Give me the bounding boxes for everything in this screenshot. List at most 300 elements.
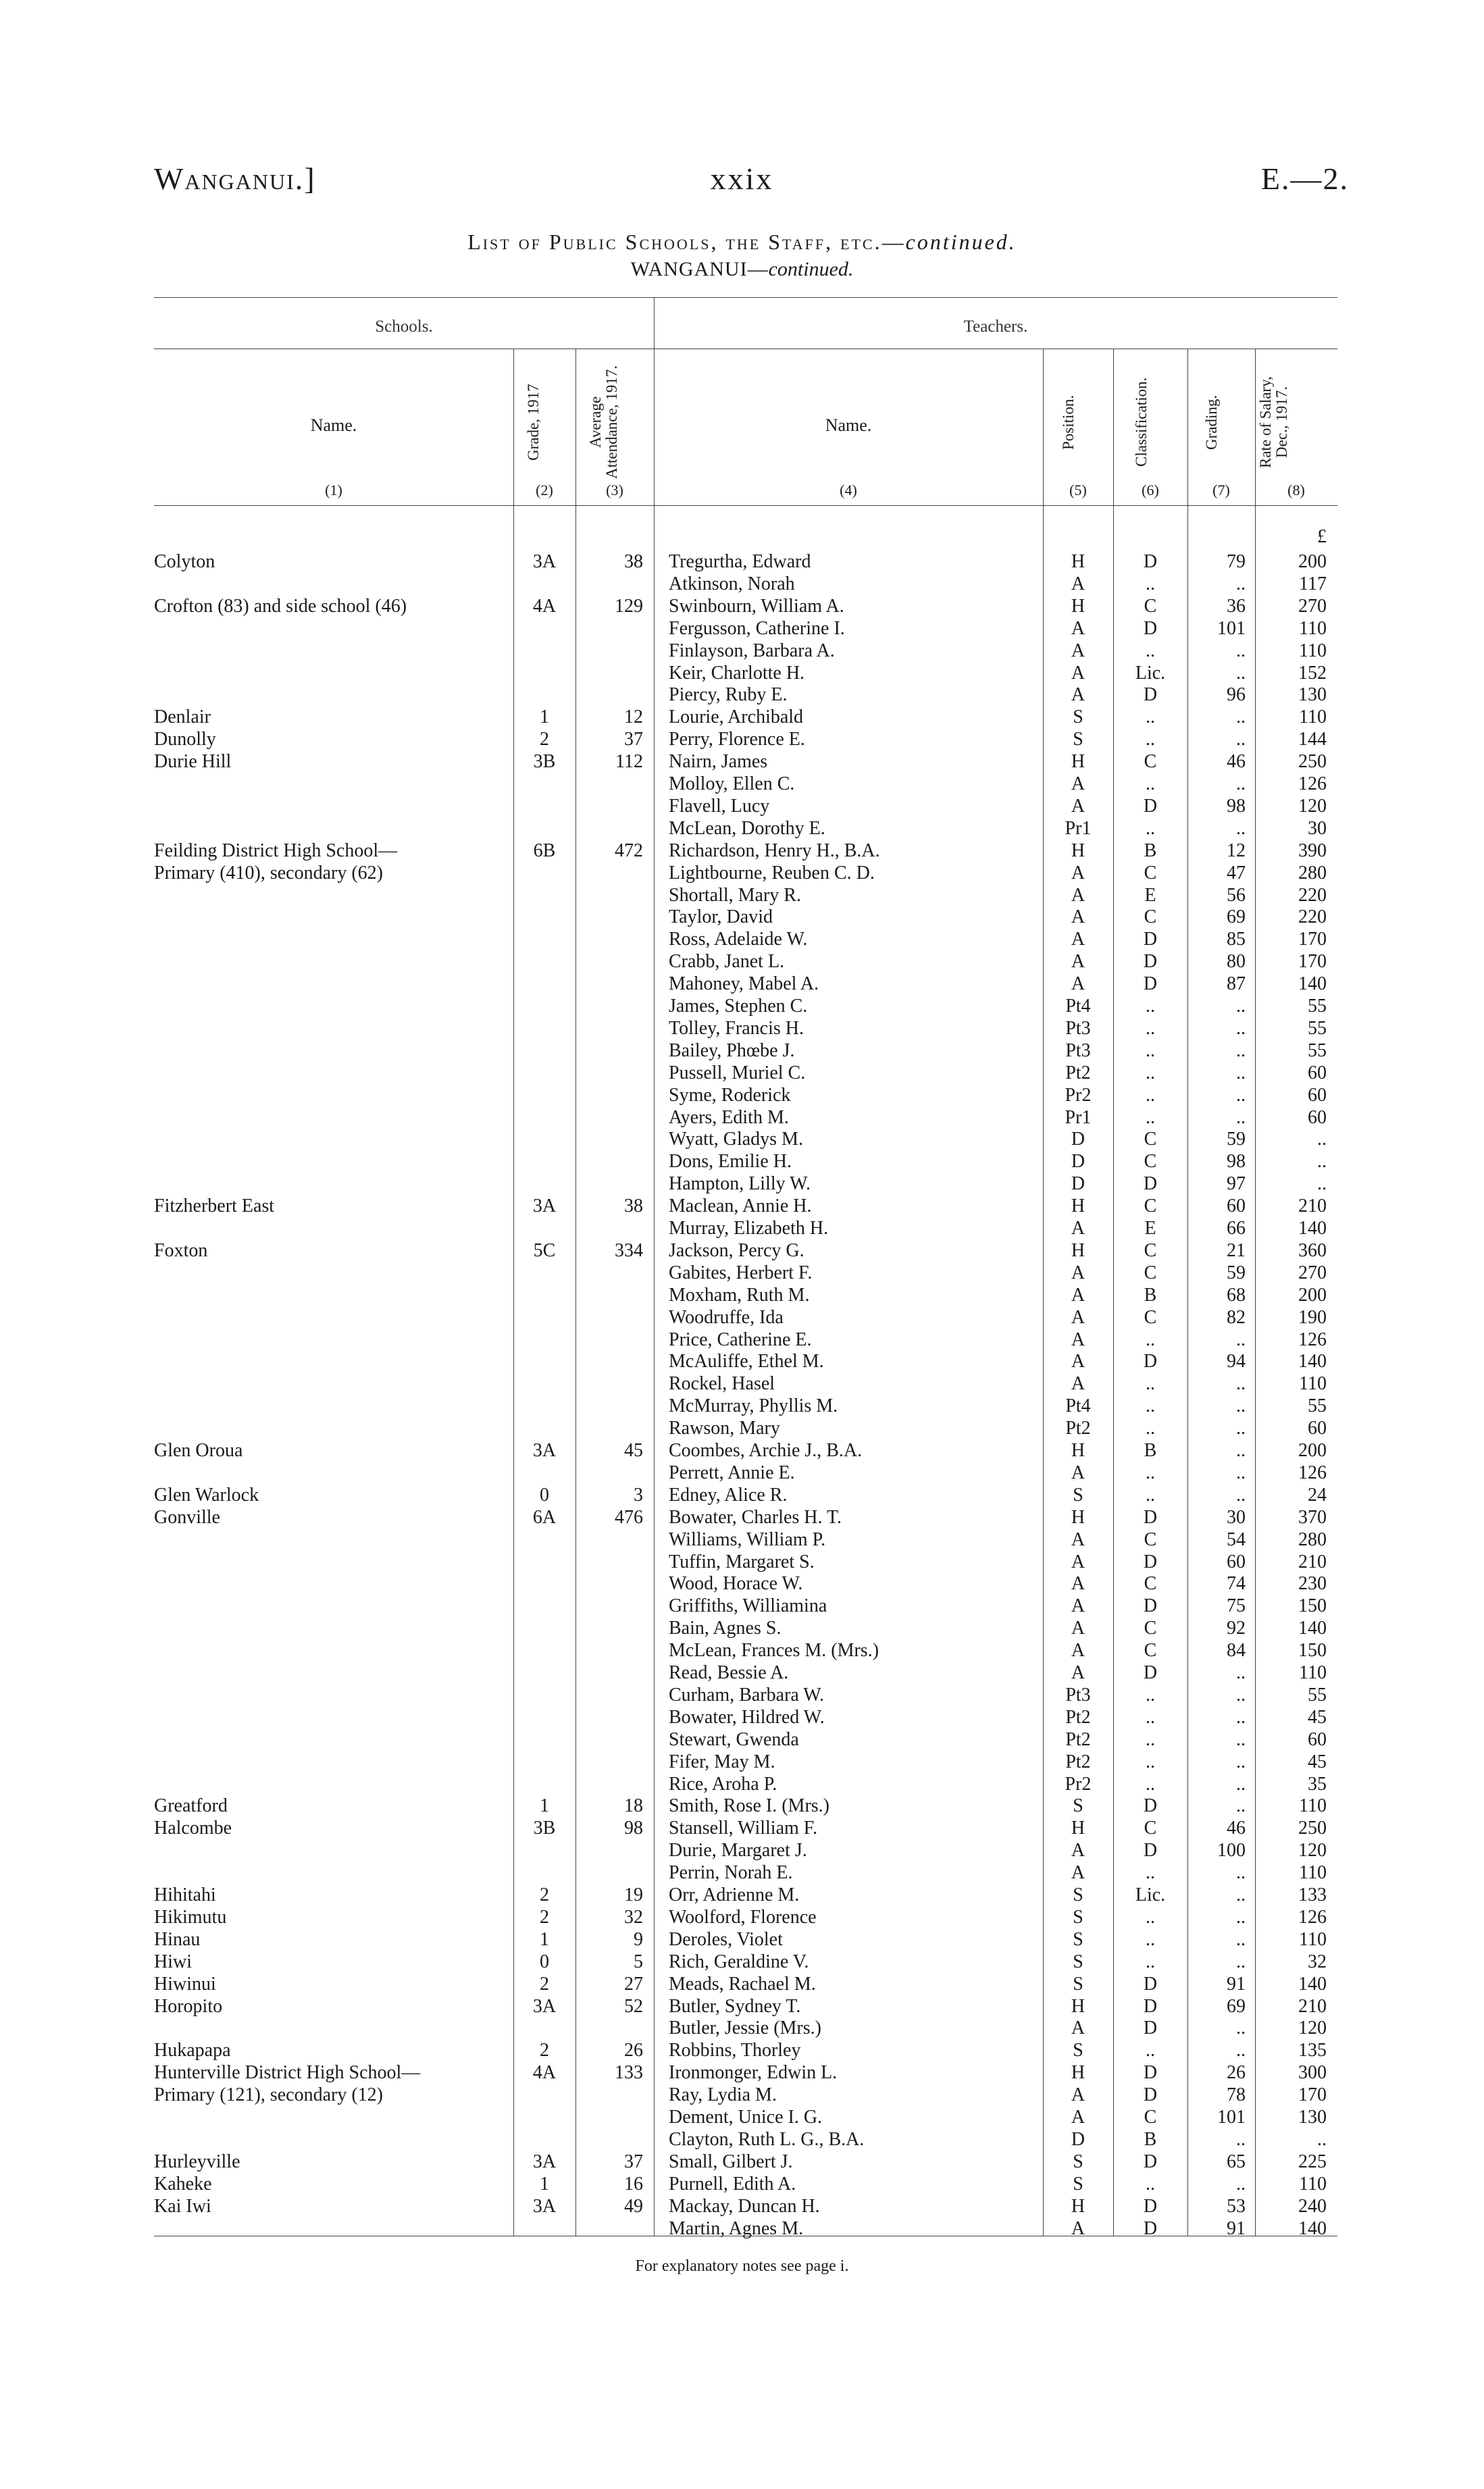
school-name: Halcombe	[154, 1818, 232, 1839]
school-name-heading: Name.	[310, 415, 357, 435]
teacher-grading: ..	[1236, 1395, 1246, 1417]
teacher-salary: 210	[1298, 1196, 1327, 1217]
teacher-name: Tregurtha, Edward	[669, 551, 811, 572]
teacher-name: McLean, Dorothy E.	[669, 817, 825, 839]
teacher-classification: D	[1143, 929, 1158, 950]
school-name: Hiwinui	[154, 1973, 216, 1995]
teacher-salary: 170	[1298, 951, 1327, 973]
teacher-name: Rockel, Hasel	[669, 1373, 775, 1395]
school-attendance: 12	[624, 707, 643, 728]
school-grade: 3A	[532, 2195, 557, 2217]
school-attendance: 38	[624, 551, 643, 572]
teacher-classification: D	[1143, 795, 1158, 817]
school-attendance: 49	[624, 2195, 643, 2217]
grade-heading: Grade, 1917	[525, 384, 542, 461]
teacher-salary: 200	[1298, 1440, 1327, 1461]
teacher-position: S	[1073, 2040, 1083, 2061]
teacher-grading: 80	[1227, 951, 1246, 973]
teacher-position: A	[1071, 1218, 1085, 1239]
teacher-name: James, Stephen C.	[669, 996, 808, 1017]
teacher-position: A	[1071, 1573, 1085, 1595]
teacher-name: Ray, Lydia M.	[669, 2084, 777, 2106]
school-name: Feilding District High School—	[154, 840, 398, 861]
teacher-classification: ..	[1146, 1084, 1155, 1106]
table-top-rule	[154, 297, 1337, 298]
teacher-salary: 24	[1308, 1484, 1327, 1506]
teacher-classification: B	[1144, 2128, 1157, 2150]
teacher-grading: 21	[1227, 1239, 1246, 1261]
school-name: Durie Hill	[154, 751, 232, 773]
school-grade: 0	[540, 1951, 549, 1972]
teacher-name: Butler, Jessie (Mrs.)	[669, 2018, 821, 2039]
teacher-grading: 12	[1227, 840, 1246, 861]
teacher-salary: 55	[1308, 1040, 1327, 1061]
teacher-name: Piercy, Ruby E.	[669, 684, 788, 706]
teacher-position: S	[1073, 1795, 1083, 1817]
teacher-name: Gabites, Herbert F.	[669, 1262, 813, 1283]
teacher-position: A	[1071, 2018, 1085, 2039]
teacher-name: Atkinson, Norah	[669, 573, 795, 594]
grading-heading: Grading.	[1203, 394, 1220, 450]
teacher-name: McAuliffe, Ethel M.	[669, 1351, 824, 1372]
teacher-grading: ..	[1236, 1017, 1246, 1039]
teacher-salary: 220	[1298, 884, 1327, 906]
page-subtitle: WANGANUI—continued.	[630, 258, 854, 280]
teacher-grading: ..	[1236, 1418, 1246, 1439]
teacher-grading: ..	[1236, 1706, 1246, 1728]
teacher-position: S	[1073, 1973, 1083, 1995]
teacher-grading: 59	[1227, 1129, 1246, 1150]
teacher-position: H	[1071, 1506, 1085, 1528]
teacher-name: Keir, Charlotte H.	[669, 662, 805, 684]
teacher-position: D	[1071, 1129, 1085, 1150]
teacher-grading: 100	[1217, 1840, 1246, 1862]
teacher-salary: 390	[1298, 840, 1327, 861]
teacher-position: H	[1071, 1196, 1085, 1217]
teacher-salary: 300	[1298, 2062, 1327, 2084]
teacher-salary: 190	[1298, 1306, 1327, 1328]
teacher-salary: ..	[1317, 2128, 1327, 2150]
school-attendance: 9	[634, 1928, 643, 1950]
teacher-classification: ..	[1146, 773, 1155, 794]
teacher-salary: 55	[1308, 1017, 1327, 1039]
school-name: Colyton	[154, 551, 215, 572]
teacher-grading: 87	[1227, 973, 1246, 995]
header-bottom-rule	[154, 505, 1337, 506]
teacher-grading: 75	[1227, 1595, 1246, 1617]
attendance-heading: Average Attendance, 1917.	[587, 365, 620, 479]
teacher-salary: 32	[1308, 1951, 1327, 1972]
teacher-position: A	[1071, 1351, 1085, 1372]
teacher-name: Lourie, Archibald	[669, 707, 804, 728]
teacher-classification: ..	[1146, 1017, 1155, 1039]
teacher-salary: 55	[1308, 1684, 1327, 1705]
teacher-name: Fifer, May M.	[669, 1751, 775, 1772]
teacher-salary: 240	[1298, 2195, 1327, 2217]
teacher-salary: 120	[1298, 1840, 1327, 1862]
teacher-position: H	[1071, 595, 1085, 617]
school-name: Hunterville District High School—	[154, 2062, 421, 2084]
teacher-salary: 140	[1298, 1973, 1327, 1995]
teacher-classification: C	[1144, 1640, 1157, 1662]
teacher-classification: D	[1143, 1595, 1158, 1617]
teacher-name: Coombes, Archie J., B.A.	[669, 1440, 863, 1461]
col-num-8: (8)	[1287, 482, 1305, 498]
teacher-grading: 78	[1227, 2084, 1246, 2106]
teacher-position: A	[1071, 1640, 1085, 1662]
school-grade: 4A	[532, 2062, 557, 2084]
teacher-position: S	[1073, 1906, 1083, 1928]
teacher-position: A	[1071, 1262, 1085, 1283]
teacher-position: S	[1073, 729, 1083, 750]
teacher-grading: ..	[1236, 1084, 1246, 1106]
school-grade: 2	[540, 729, 549, 750]
teacher-grading: 60	[1227, 1196, 1246, 1217]
teacher-grading: 79	[1227, 551, 1246, 572]
teacher-grading: ..	[1236, 1773, 1246, 1795]
school-attendance: 129	[615, 595, 643, 617]
teacher-grading: ..	[1236, 662, 1246, 684]
school-grade: 3A	[532, 1196, 557, 1217]
teacher-name: Molloy, Ellen C.	[669, 773, 795, 794]
teacher-salary: 120	[1298, 795, 1327, 817]
teacher-position: Pr2	[1065, 1773, 1092, 1795]
teacher-position: H	[1071, 2195, 1085, 2217]
teacher-salary: 60	[1308, 1062, 1327, 1083]
teacher-grading: ..	[1236, 1951, 1246, 1972]
teacher-name: Wood, Horace W.	[669, 1573, 803, 1595]
teacher-grading: ..	[1236, 1928, 1246, 1950]
teacher-grading: 82	[1227, 1306, 1246, 1328]
teacher-name: Edney, Alice R.	[669, 1484, 788, 1506]
teacher-position: A	[1071, 973, 1085, 995]
footer-note: For explanatory notes see page i.	[635, 2257, 849, 2275]
teacher-name: Bain, Agnes S.	[669, 1618, 782, 1639]
school-grade: 1	[540, 1928, 549, 1950]
teacher-position: Pt2	[1065, 1062, 1091, 1083]
school-grade: 2	[540, 1973, 549, 1995]
teacher-name: Bailey, Phœbe J.	[669, 1040, 795, 1061]
teacher-salary: 200	[1298, 551, 1327, 572]
teacher-salary: 152	[1298, 662, 1327, 684]
teacher-name: Murray, Elizabeth H.	[669, 1218, 829, 1239]
teacher-salary: 110	[1299, 707, 1327, 728]
teacher-name: Curham, Barbara W.	[669, 1684, 825, 1705]
teacher-grading: ..	[1236, 817, 1246, 839]
col-num-3: (3)	[606, 482, 623, 498]
teacher-name: Moxham, Ruth M.	[669, 1284, 810, 1306]
school-name: Hukapapa	[154, 2040, 231, 2061]
teacher-name: Swinbourn, William A.	[669, 595, 844, 617]
school-name: Hiwi	[154, 1951, 192, 1972]
teacher-grading: 56	[1227, 884, 1246, 906]
teacher-name: Small, Gilbert J.	[669, 2151, 793, 2172]
teacher-grading: ..	[1236, 1751, 1246, 1772]
teacher-grading: ..	[1236, 1373, 1246, 1395]
teacher-classification: ..	[1146, 1751, 1155, 1772]
teacher-classification: ..	[1146, 1906, 1155, 1928]
teacher-grading: 94	[1227, 1351, 1246, 1372]
school-grade: 3A	[532, 2151, 557, 2172]
teacher-classification: ..	[1146, 707, 1155, 728]
teacher-salary: 110	[1299, 1795, 1327, 1817]
teacher-salary: 280	[1298, 862, 1327, 883]
school-name: Crofton (83) and side school (46)	[154, 595, 407, 617]
teacher-name: Nairn, James	[669, 751, 768, 773]
teacher-salary: 60	[1308, 1106, 1327, 1128]
teacher-classification: ..	[1146, 1329, 1155, 1350]
salary-heading: Rate of Salary, Dec., 1917.	[1257, 376, 1290, 468]
col-num-7: (7)	[1212, 482, 1230, 498]
teacher-name: Price, Catherine E.	[669, 1329, 812, 1350]
teacher-grading: 97	[1227, 1173, 1246, 1195]
teacher-salary: 270	[1298, 1262, 1327, 1283]
teacher-salary: 130	[1298, 2107, 1327, 2128]
teacher-grading: 84	[1227, 1640, 1246, 1662]
school-grade: 2	[540, 2040, 549, 2061]
teacher-grading: 98	[1227, 795, 1246, 817]
teacher-salary: 110	[1299, 1373, 1327, 1395]
teacher-name: Wyatt, Gladys M.	[669, 1129, 803, 1150]
school-attendance: 476	[615, 1506, 643, 1528]
teacher-position: H	[1071, 751, 1085, 773]
page-header-left: Wanganui.]	[154, 161, 316, 196]
teacher-salary: 110	[1299, 640, 1327, 661]
teacher-name-heading: Name.	[825, 415, 872, 435]
teacher-name: Purnell, Edith A.	[669, 2173, 796, 2195]
teacher-position: A	[1071, 906, 1085, 928]
school-name: Primary (410), secondary (62)	[154, 862, 384, 883]
teacher-grading: ..	[1236, 1862, 1246, 1884]
teacher-name: Durie, Margaret J.	[669, 1840, 807, 1862]
teacher-position: A	[1071, 929, 1085, 950]
school-attendance: 52	[624, 1995, 643, 2017]
teacher-name: Finlayson, Barbara A.	[669, 640, 835, 661]
teacher-name: Tolley, Francis H.	[669, 1017, 804, 1039]
teacher-grading: 85	[1227, 929, 1246, 950]
col-num-4: (4)	[840, 482, 857, 498]
teacher-salary: 140	[1298, 1351, 1327, 1372]
teacher-classification: D	[1143, 1351, 1158, 1372]
teacher-position: A	[1071, 2217, 1085, 2239]
teacher-position: A	[1071, 1840, 1085, 1862]
school-attendance: 112	[615, 751, 643, 773]
school-attendance: 32	[624, 1906, 643, 1928]
teacher-classification: ..	[1146, 1040, 1155, 1061]
teacher-salary: 140	[1298, 1218, 1327, 1239]
teacher-salary: 210	[1298, 1551, 1327, 1572]
teacher-position: S	[1073, 1884, 1083, 1905]
teacher-name: Meads, Rachael M.	[669, 1973, 816, 1995]
teacher-classification: C	[1144, 1239, 1157, 1261]
teacher-classification: D	[1143, 684, 1158, 706]
teacher-grading: ..	[1236, 1040, 1246, 1061]
teacher-classification: C	[1144, 595, 1157, 617]
teacher-grading: ..	[1236, 1106, 1246, 1128]
teacher-position: H	[1071, 1995, 1085, 2017]
teacher-name: Perrin, Norah E.	[669, 1862, 793, 1884]
teacher-salary: 120	[1298, 2018, 1327, 2039]
school-grade: 1	[540, 707, 549, 728]
teacher-classification: D	[1143, 1173, 1158, 1195]
teacher-salary: 370	[1298, 1506, 1327, 1528]
teacher-name: Woodruffe, Ida	[669, 1306, 784, 1328]
teacher-name: Maclean, Annie H.	[669, 1196, 812, 1217]
teacher-grading: ..	[1236, 1684, 1246, 1705]
teacher-salary: 110	[1299, 1928, 1327, 1950]
teacher-name: Williams, William P.	[669, 1529, 826, 1550]
school-grade: 6A	[532, 1506, 557, 1528]
page-title: List of Public Schools, the Staff, etc.—continued.	[467, 230, 1017, 254]
teacher-classification: C	[1144, 1529, 1157, 1550]
teacher-grading: 36	[1227, 595, 1246, 617]
teacher-grading: 91	[1227, 1973, 1246, 1995]
teacher-classification: ..	[1146, 1706, 1155, 1728]
teacher-salary: 270	[1298, 595, 1327, 617]
teacher-name: Ironmonger, Edwin L.	[669, 2062, 838, 2084]
teacher-salary: 35	[1308, 1773, 1327, 1795]
teacher-classification: C	[1144, 906, 1157, 928]
school-grade: 3A	[532, 1440, 557, 1461]
teacher-salary: ..	[1317, 1173, 1327, 1195]
teacher-grading: 46	[1227, 751, 1246, 773]
teacher-classification: B	[1144, 840, 1157, 861]
school-attendance: 5	[634, 1951, 643, 1972]
teacher-grading: ..	[1236, 1484, 1246, 1506]
teacher-position: S	[1073, 2173, 1083, 2195]
school-name: Fitzherbert East	[154, 1196, 275, 1217]
teacher-classification: C	[1144, 1129, 1157, 1150]
school-name: Foxton	[154, 1239, 208, 1261]
teacher-position: Pt2	[1065, 1751, 1091, 1772]
teacher-name: Taylor, David	[669, 906, 773, 928]
teacher-grading: ..	[1236, 707, 1246, 728]
school-attendance: 45	[624, 1440, 643, 1461]
teacher-salary: 150	[1298, 1595, 1327, 1617]
teacher-position: A	[1071, 1306, 1085, 1328]
teacher-name: Flavell, Lucy	[669, 795, 770, 817]
teacher-salary: 200	[1298, 1284, 1327, 1306]
teacher-grading: ..	[1236, 1662, 1246, 1683]
teacher-position: Pt4	[1065, 1395, 1091, 1417]
teacher-position: A	[1071, 1373, 1085, 1395]
teacher-classification: D	[1143, 1551, 1158, 1572]
teacher-classification: ..	[1146, 1373, 1155, 1395]
teacher-classification: C	[1144, 1306, 1157, 1328]
teacher-position: H	[1071, 1818, 1085, 1839]
teacher-classification: D	[1143, 2084, 1158, 2106]
teacher-salary: 135	[1298, 2040, 1327, 2061]
school-name: Kaheke	[154, 2173, 212, 2195]
teacher-classification: ..	[1146, 1106, 1155, 1128]
teacher-salary: 220	[1298, 906, 1327, 928]
school-grade: 3A	[532, 1995, 557, 2017]
teacher-salary: 170	[1298, 2084, 1327, 2106]
teacher-name: Syme, Roderick	[669, 1084, 791, 1106]
teacher-position: A	[1071, 795, 1085, 817]
teacher-classification: D	[1143, 2018, 1158, 2039]
teacher-classification: ..	[1146, 1928, 1155, 1950]
teacher-name: Rich, Geraldine V.	[669, 1951, 809, 1972]
teacher-position: A	[1071, 1862, 1085, 1884]
teacher-name: Read, Bessie A.	[669, 1662, 789, 1683]
teacher-salary: 144	[1298, 729, 1327, 750]
teacher-position: A	[1071, 1462, 1085, 1483]
school-grade: 4A	[532, 595, 557, 617]
teacher-salary: 55	[1308, 996, 1327, 1017]
school-attendance: 18	[624, 1795, 643, 1817]
school-name: Hikimutu	[154, 1906, 227, 1928]
teacher-position: A	[1071, 1595, 1085, 1617]
school-attendance: 133	[615, 2062, 643, 2084]
teacher-grading: 74	[1227, 1573, 1246, 1595]
teacher-classification: D	[1143, 1795, 1158, 1817]
teacher-classification: C	[1144, 1818, 1157, 1839]
teacher-classification: D	[1143, 2062, 1158, 2084]
teacher-position: D	[1071, 2128, 1085, 2150]
teacher-name: Crabb, Janet L.	[669, 951, 785, 973]
teacher-grading: 54	[1227, 1529, 1246, 1550]
col-num-5: (5)	[1069, 482, 1087, 498]
teacher-name: Rice, Aroha P.	[669, 1773, 777, 1795]
teacher-position: S	[1073, 1951, 1083, 1972]
teacher-salary: 360	[1298, 1239, 1327, 1261]
teacher-name: Robbins, Thorley	[669, 2040, 801, 2061]
teacher-salary: 55	[1308, 1395, 1327, 1417]
teacher-position: A	[1071, 1662, 1085, 1683]
school-name: Hihitahi	[154, 1884, 216, 1905]
teacher-salary: ..	[1317, 1129, 1327, 1150]
teacher-classification: ..	[1146, 1418, 1155, 1439]
teacher-position: A	[1071, 1284, 1085, 1306]
school-grade: 6B	[533, 840, 556, 861]
teacher-classification: ..	[1146, 817, 1155, 839]
school-grade: 2	[540, 1906, 549, 1928]
teacher-grading: 69	[1227, 906, 1246, 928]
teacher-position: Pt3	[1065, 1017, 1091, 1039]
teacher-salary: 130	[1298, 684, 1327, 706]
teacher-position: Pt2	[1065, 1706, 1091, 1728]
teacher-grading: ..	[1236, 640, 1246, 661]
teacher-name: Mahoney, Mabel A.	[669, 973, 819, 995]
teacher-grading: ..	[1236, 1062, 1246, 1083]
teacher-classification: B	[1144, 1440, 1157, 1461]
teacher-position: H	[1071, 2062, 1085, 2084]
teacher-classification: B	[1144, 1284, 1157, 1306]
teacher-classification: ..	[1146, 1728, 1155, 1750]
teacher-position: Pt2	[1065, 1418, 1091, 1439]
teacher-name: Tuffin, Margaret S.	[669, 1551, 815, 1572]
teacher-name: Bowater, Hildred W.	[669, 1706, 825, 1728]
teacher-name: Bowater, Charles H. T.	[669, 1506, 842, 1528]
teacher-salary: 170	[1298, 929, 1327, 950]
teacher-name: Perry, Florence E.	[669, 729, 805, 750]
teacher-position: A	[1071, 773, 1085, 794]
teacher-salary: 140	[1298, 2217, 1327, 2239]
teacher-name: Perrett, Annie E.	[669, 1462, 795, 1483]
school-name: Primary (121), secondary (12)	[154, 2084, 384, 2106]
school-attendance: 334	[615, 1239, 643, 1261]
teacher-name: Orr, Adrienne M.	[669, 1884, 800, 1905]
teacher-name: Stewart, Gwenda	[669, 1728, 799, 1750]
teacher-name: Dement, Unice I. G.	[669, 2107, 823, 2128]
teacher-grading: 101	[1217, 617, 1246, 639]
teacher-grading: ..	[1236, 1329, 1246, 1350]
teacher-name: Lightbourne, Reuben C. D.	[669, 862, 875, 883]
school-name: Kai Iwi	[154, 2195, 211, 2217]
school-grade: 3B	[533, 1818, 556, 1839]
school-grade: 1	[540, 1795, 549, 1817]
